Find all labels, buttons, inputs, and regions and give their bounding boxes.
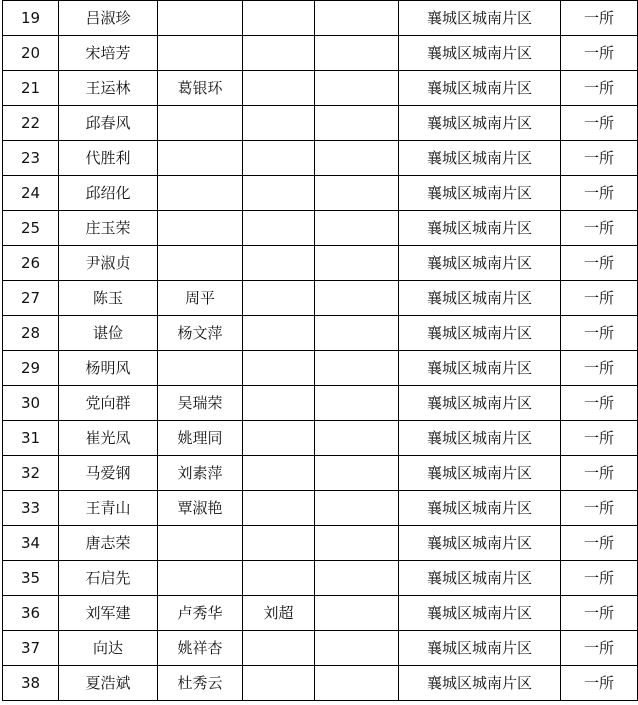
blank-cell xyxy=(315,666,399,701)
member-name-2: 杨文萍 xyxy=(158,316,243,351)
unit-cell: 一所 xyxy=(561,421,638,456)
unit-cell: 一所 xyxy=(561,281,638,316)
row-number: 21 xyxy=(3,71,59,106)
unit-cell: 一所 xyxy=(561,71,638,106)
row-number: 36 xyxy=(3,596,59,631)
member-name-2 xyxy=(158,246,243,281)
member-name-3 xyxy=(243,1,315,36)
row-number: 23 xyxy=(3,141,59,176)
table-row xyxy=(3,1,638,36)
member-name-1: 王青山 xyxy=(59,491,158,526)
table-row xyxy=(3,456,638,491)
unit-cell: 一所 xyxy=(561,491,638,526)
blank-cell xyxy=(315,281,399,316)
blank-cell xyxy=(315,246,399,281)
member-name-1: 陈玉 xyxy=(59,281,158,316)
blank-cell xyxy=(315,1,399,36)
area-cell: 襄城区城南片区 xyxy=(399,561,561,596)
blank-cell xyxy=(315,106,399,141)
member-name-1: 吕淑珍 xyxy=(59,1,158,36)
member-name-3 xyxy=(243,106,315,141)
member-name-2 xyxy=(158,351,243,386)
member-name-3 xyxy=(243,316,315,351)
row-number: 29 xyxy=(3,351,59,386)
table-row xyxy=(3,386,638,421)
member-name-1: 马爱钢 xyxy=(59,456,158,491)
member-name-2: 覃淑艳 xyxy=(158,491,243,526)
member-name-2: 姚祥杏 xyxy=(158,631,243,666)
area-cell: 襄城区城南片区 xyxy=(399,351,561,386)
blank-cell xyxy=(315,36,399,71)
member-name-2: 卢秀华 xyxy=(158,596,243,631)
area-cell: 襄城区城南片区 xyxy=(399,666,561,701)
member-name-3 xyxy=(243,176,315,211)
row-number: 26 xyxy=(3,246,59,281)
row-number: 28 xyxy=(3,316,59,351)
row-number: 33 xyxy=(3,491,59,526)
blank-cell xyxy=(315,631,399,666)
area-cell: 襄城区城南片区 xyxy=(399,36,561,71)
row-number: 25 xyxy=(3,211,59,246)
member-name-3 xyxy=(243,456,315,491)
member-name-3 xyxy=(243,141,315,176)
table-row xyxy=(3,211,638,246)
member-name-2 xyxy=(158,526,243,561)
row-number: 22 xyxy=(3,106,59,141)
area-cell: 襄城区城南片区 xyxy=(399,281,561,316)
member-name-2 xyxy=(158,176,243,211)
unit-cell: 一所 xyxy=(561,211,638,246)
blank-cell xyxy=(315,386,399,421)
blank-cell xyxy=(315,456,399,491)
blank-cell xyxy=(315,211,399,246)
member-name-1: 唐志荣 xyxy=(59,526,158,561)
member-name-2: 刘素萍 xyxy=(158,456,243,491)
row-number: 24 xyxy=(3,176,59,211)
row-number: 38 xyxy=(3,666,59,701)
blank-cell xyxy=(315,526,399,561)
table-row xyxy=(3,561,638,596)
roster-table xyxy=(2,0,638,701)
unit-cell: 一所 xyxy=(561,36,638,71)
table-row xyxy=(3,141,638,176)
area-cell: 襄城区城南片区 xyxy=(399,526,561,561)
table-row xyxy=(3,666,638,701)
table-row xyxy=(3,351,638,386)
area-cell: 襄城区城南片区 xyxy=(399,141,561,176)
member-name-1: 庄玉荣 xyxy=(59,211,158,246)
row-number: 32 xyxy=(3,456,59,491)
member-name-1: 王运林 xyxy=(59,71,158,106)
member-name-1: 尹淑贞 xyxy=(59,246,158,281)
area-cell: 襄城区城南片区 xyxy=(399,246,561,281)
member-name-2: 吴瑞荣 xyxy=(158,386,243,421)
member-name-1: 崔光凤 xyxy=(59,421,158,456)
area-cell: 襄城区城南片区 xyxy=(399,631,561,666)
table-row xyxy=(3,491,638,526)
area-cell: 襄城区城南片区 xyxy=(399,491,561,526)
member-name-3 xyxy=(243,386,315,421)
blank-cell xyxy=(315,561,399,596)
member-name-1: 向达 xyxy=(59,631,158,666)
table-row xyxy=(3,421,638,456)
row-number: 31 xyxy=(3,421,59,456)
blank-cell xyxy=(315,421,399,456)
member-name-1: 邱春风 xyxy=(59,106,158,141)
unit-cell: 一所 xyxy=(561,106,638,141)
member-name-1: 邱绍化 xyxy=(59,176,158,211)
area-cell: 襄城区城南片区 xyxy=(399,1,561,36)
member-name-3 xyxy=(243,281,315,316)
table-row xyxy=(3,106,638,141)
area-cell: 襄城区城南片区 xyxy=(399,421,561,456)
table-row xyxy=(3,281,638,316)
member-name-3: 刘超 xyxy=(243,596,315,631)
member-name-2 xyxy=(158,561,243,596)
unit-cell: 一所 xyxy=(561,561,638,596)
unit-cell: 一所 xyxy=(561,176,638,211)
area-cell: 襄城区城南片区 xyxy=(399,211,561,246)
member-name-3 xyxy=(243,631,315,666)
member-name-3 xyxy=(243,561,315,596)
table-row xyxy=(3,71,638,106)
unit-cell: 一所 xyxy=(561,141,638,176)
member-name-3 xyxy=(243,666,315,701)
blank-cell xyxy=(315,71,399,106)
member-name-3 xyxy=(243,211,315,246)
member-name-2 xyxy=(158,36,243,71)
row-number: 30 xyxy=(3,386,59,421)
member-name-1: 石启先 xyxy=(59,561,158,596)
member-name-3 xyxy=(243,351,315,386)
member-name-3 xyxy=(243,246,315,281)
table-row xyxy=(3,316,638,351)
blank-cell xyxy=(315,596,399,631)
unit-cell: 一所 xyxy=(561,666,638,701)
unit-cell: 一所 xyxy=(561,456,638,491)
member-name-3 xyxy=(243,491,315,526)
member-name-2 xyxy=(158,211,243,246)
member-name-1: 夏浩斌 xyxy=(59,666,158,701)
member-name-2 xyxy=(158,141,243,176)
member-name-2: 葛银环 xyxy=(158,71,243,106)
blank-cell xyxy=(315,141,399,176)
unit-cell: 一所 xyxy=(561,316,638,351)
member-name-2 xyxy=(158,1,243,36)
unit-cell: 一所 xyxy=(561,386,638,421)
member-name-1: 谌俭 xyxy=(59,316,158,351)
member-name-1: 代胜利 xyxy=(59,141,158,176)
unit-cell: 一所 xyxy=(561,526,638,561)
blank-cell xyxy=(315,176,399,211)
member-name-3 xyxy=(243,526,315,561)
row-number: 27 xyxy=(3,281,59,316)
area-cell: 襄城区城南片区 xyxy=(399,596,561,631)
table-row xyxy=(3,246,638,281)
member-name-1: 刘军建 xyxy=(59,596,158,631)
row-number: 20 xyxy=(3,36,59,71)
blank-cell xyxy=(315,351,399,386)
member-name-2: 杜秀云 xyxy=(158,666,243,701)
member-name-1: 杨明风 xyxy=(59,351,158,386)
row-number: 37 xyxy=(3,631,59,666)
area-cell: 襄城区城南片区 xyxy=(399,316,561,351)
table-row xyxy=(3,596,638,631)
row-number: 35 xyxy=(3,561,59,596)
member-name-3 xyxy=(243,71,315,106)
blank-cell xyxy=(315,491,399,526)
unit-cell: 一所 xyxy=(561,246,638,281)
area-cell: 襄城区城南片区 xyxy=(399,456,561,491)
unit-cell: 一所 xyxy=(561,351,638,386)
member-name-1: 党向群 xyxy=(59,386,158,421)
table-row xyxy=(3,526,638,561)
table-row xyxy=(3,36,638,71)
unit-cell: 一所 xyxy=(561,631,638,666)
area-cell: 襄城区城南片区 xyxy=(399,106,561,141)
unit-cell: 一所 xyxy=(561,596,638,631)
row-number: 34 xyxy=(3,526,59,561)
member-name-3 xyxy=(243,36,315,71)
member-name-3 xyxy=(243,421,315,456)
area-cell: 襄城区城南片区 xyxy=(399,176,561,211)
area-cell: 襄城区城南片区 xyxy=(399,386,561,421)
row-number: 19 xyxy=(3,1,59,36)
table-row xyxy=(3,631,638,666)
unit-cell: 一所 xyxy=(561,1,638,36)
member-name-2 xyxy=(158,106,243,141)
member-name-2: 姚理同 xyxy=(158,421,243,456)
table-row xyxy=(3,176,638,211)
area-cell: 襄城区城南片区 xyxy=(399,71,561,106)
member-name-2: 周平 xyxy=(158,281,243,316)
roster-body xyxy=(3,1,638,701)
blank-cell xyxy=(315,316,399,351)
member-name-1: 宋培芳 xyxy=(59,36,158,71)
